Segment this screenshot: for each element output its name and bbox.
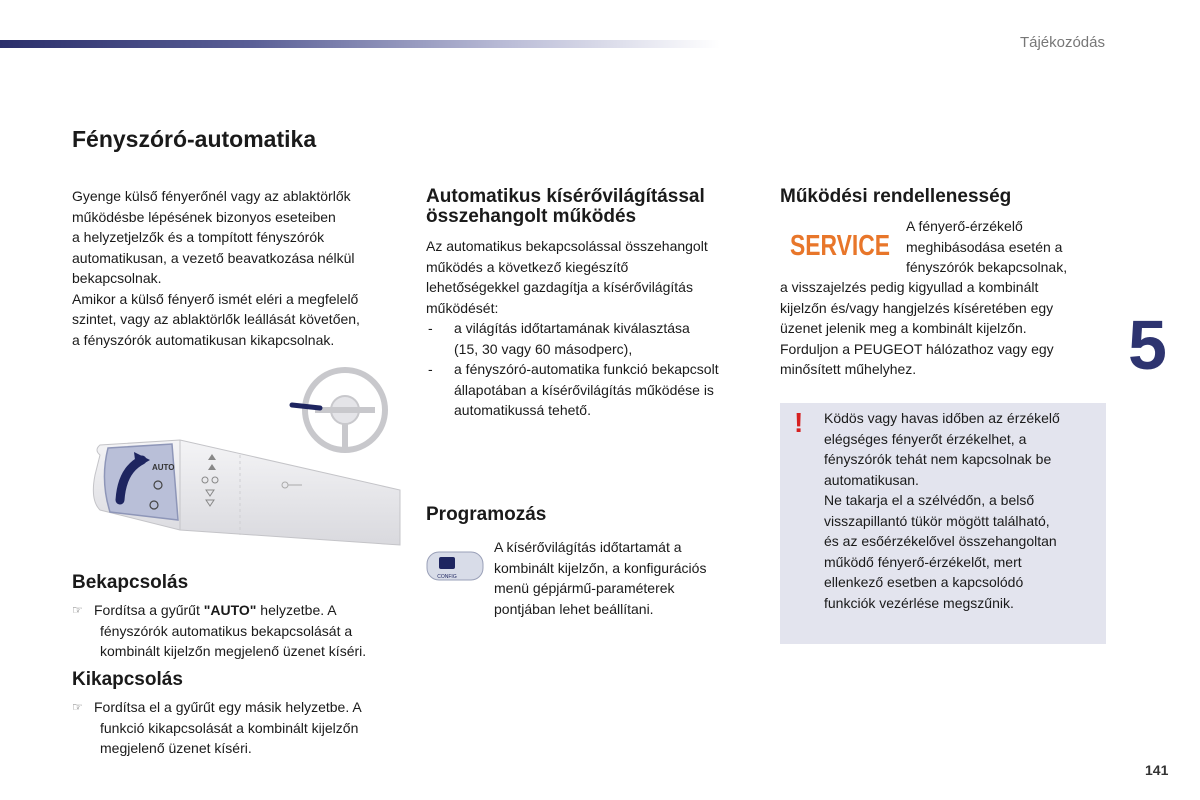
intro-line: Amikor a külső fényerő ismét eléri a megfelelő <box>72 290 359 307</box>
text-line: funkciók vezérlése megszűnik. <box>824 594 1014 611</box>
text-line: minősített műhelyhez. <box>780 361 917 377</box>
text-line: fényszórók tehát nem kapcsolnak be <box>824 451 1052 467</box>
kikapcsolas-text <box>72 697 402 759</box>
text-line: Az automatikus bekapcsolással összehangolt <box>426 238 708 254</box>
intro-paragraph <box>72 186 402 350</box>
text-run: Fordítsa el a gyűrűt egy másik helyzetbe. A <box>94 699 362 715</box>
text-line: Forduljon a PEUGEOT hálózathoz vagy egy <box>780 340 1054 357</box>
text-line: elégséges fényerőt érzékelhet, a <box>824 430 1027 447</box>
text-line: A fényerő-érzékelő <box>906 218 1023 234</box>
text-line: állapotában a kísérővilágítás működése is <box>454 381 714 398</box>
programozas-section <box>426 505 756 525</box>
text-line: ellenkező esetben a kapcsolódó <box>824 574 1024 590</box>
text-line: Ködös vagy havas időben az érzékelő <box>824 410 1060 426</box>
text-line: a visszajelzés pedig kigyullad a kombinált <box>780 279 1039 295</box>
warning-exclamation-icon: ! <box>794 407 804 438</box>
malfunction-text <box>780 277 1110 380</box>
service-logo-text: SERVICE <box>790 230 890 262</box>
intro-line: Gyenge külső fényerőnél vagy az ablaktörlők <box>72 188 351 204</box>
bekapcsolas-heading: Bekapcsolás <box>72 572 189 593</box>
text-line: - a fényszóró-automatika funkció bekapcsolt <box>454 361 719 377</box>
warning-text <box>824 408 1104 613</box>
text-line: lehetőségekkel gazdagítja a kísérővilágítás <box>426 279 693 295</box>
auto-text <box>426 236 756 421</box>
warning-box <box>780 403 1106 644</box>
text-line: működését: <box>426 299 499 316</box>
malfunction-side-text <box>906 216 1106 278</box>
header-bar <box>0 40 720 48</box>
programozas-heading: Programozás <box>426 504 547 525</box>
hand-pointer-icon: ☞ <box>72 700 83 714</box>
config-button-icon <box>425 548 485 584</box>
text-line: automatikusan. <box>824 471 919 488</box>
malfunction-section <box>780 187 1110 207</box>
text-line: pontjában lehet beállítani. <box>494 600 654 617</box>
text-line: üzenet jelenik meg a kombinált kijelzőn. <box>780 320 1027 336</box>
malfunction-heading: Működési rendellenesség <box>780 186 1012 207</box>
bekapcsolas-text <box>72 600 402 662</box>
text-line: fényszórók bekapcsolnak, <box>906 259 1068 275</box>
page-number: 141 <box>1145 762 1169 778</box>
switch-auto-label: AUTO <box>152 463 175 472</box>
text-line: és az esőérzékelővel összehangoltan <box>824 533 1057 549</box>
text-line: működő fényerő-érzékelőt, mert <box>824 553 1022 570</box>
intro-line: a fényszórók automatikusan kikapcsolnak. <box>72 331 335 348</box>
section-name: Tájékozódás <box>1019 34 1105 51</box>
text-run: Fordítsa a gyűrűt <box>94 602 204 618</box>
auto-heading-line: összehangolt működés <box>426 206 637 227</box>
text-line: menü gépjármű-paraméterek <box>494 580 675 596</box>
programozas-text <box>494 537 754 619</box>
intro-line: automatikusan, a vezető beavatkozása nélkül <box>72 249 355 266</box>
intro-line: működésbe lépésének bizonyos eseteiben <box>72 208 336 225</box>
auto-options-list <box>426 318 756 421</box>
text-line: kombinált kijelzőn megjelenő üzenet kíséri. <box>100 643 367 659</box>
text-line: Ne takarja el a szélvédőn, a belső <box>824 492 1035 508</box>
auto-heading <box>426 187 756 227</box>
text-line: fényszórók automatikus bekapcsolását a <box>100 622 353 639</box>
lighting-stalk-illustration <box>70 360 400 545</box>
text-line: visszapillantó tükör mögött található, <box>824 512 1050 529</box>
text-line: (15, 30 vagy 60 másodperc), <box>454 340 633 357</box>
auto-section <box>426 187 756 421</box>
list-item <box>426 359 756 421</box>
text-line: megjelenő üzenet kíséri. <box>100 740 252 756</box>
text-run: helyzetbe. A <box>256 602 337 618</box>
chapter-number: 5 <box>1128 306 1167 384</box>
bekapcsolas-section <box>72 573 402 662</box>
text-line: funkció kikapcsolását a kombinált kijelzőn <box>100 719 359 736</box>
text-line: működés a következő kiegészítő <box>426 258 629 275</box>
text-line: kombinált kijelzőn, a konfigurációs <box>494 559 707 576</box>
text-line: meghibásodása esetén a <box>906 238 1063 255</box>
list-item <box>426 318 756 359</box>
hand-pointer-icon: ☞ <box>72 603 83 617</box>
config-label: CONFIG <box>437 574 457 580</box>
page-title: Fényszóró-automatika <box>72 126 317 152</box>
text-line: A kísérővilágítás időtartamát a <box>494 539 682 555</box>
text-line: automatikussá tehető. <box>454 402 591 418</box>
kikapcsolas-section <box>72 670 402 759</box>
auto-emphasis: "AUTO" <box>203 602 257 618</box>
text-line: kijelzőn és/vagy hangjelzés kíséretében egy <box>780 299 1054 316</box>
auto-heading-line: Automatikus kísérővilágítással <box>426 186 705 207</box>
text-line: - a világítás időtartamának kiválasztása <box>454 320 690 336</box>
intro-line: bekapcsolnak. <box>72 270 162 286</box>
intro-line: szintet, vagy az ablaktörlők leállását követően, <box>72 311 360 327</box>
service-warning-logo <box>786 224 894 264</box>
kikapcsolas-heading: Kikapcsolás <box>72 669 183 690</box>
intro-line: a helyzetjelzők és a tompított fényszórók <box>72 229 325 245</box>
